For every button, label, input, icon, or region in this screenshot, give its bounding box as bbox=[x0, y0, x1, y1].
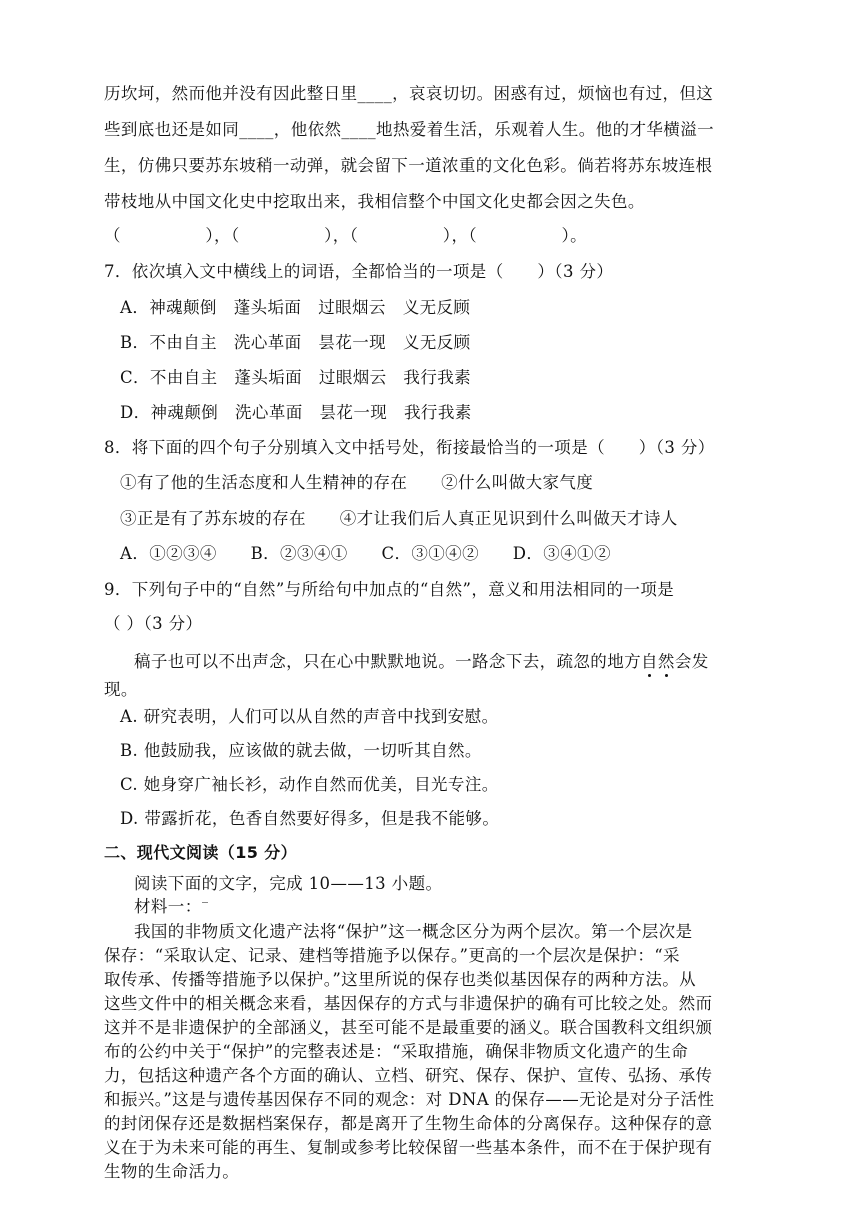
question-7-option-d: D．神魂颠倒 洗心革面 昙花一现 我行我素 bbox=[120, 403, 472, 422]
paragraph-line: 义在于为未来可能的再生、复制或参考比较保留一些基本条件，而不在于保护现有 bbox=[104, 1138, 713, 1157]
question-9-option-a: A. 研究表明，人们可以从自然的声音中找到安慰。 bbox=[120, 707, 499, 726]
material-label: 材料一： bbox=[134, 897, 202, 916]
question-7-option-a: A．神魂颠倒 蓬头垢面 过眼烟云 义无反顾 bbox=[120, 298, 471, 317]
section-2-heading: 二、现代文阅读（15 分） bbox=[104, 843, 298, 862]
paragraph-line: 取传承、传播等措施予以保护。”这里所说的保存也类似基因保存的两种方法。从 bbox=[104, 970, 697, 989]
passage-line: 历坎坷，然而他并没有因此整日里____，哀哀切切。困惑有过，烦恼也有过，但这 bbox=[104, 84, 714, 103]
section-2-instructions: 阅读下面的文字，完成 10——13 小题。 bbox=[134, 874, 443, 893]
question-9-stem: 9．下列句子中的“自然”与所给句中加点的“自然”，意义和用法相同的一项是 bbox=[104, 580, 675, 599]
paragraph-line: 的封闭保存还是数据档案保存，都是离开了生物生命体的分离保存。这种保存的意 bbox=[104, 1114, 713, 1133]
dotted-character: 然 bbox=[658, 648, 675, 672]
passage-line: 带枝地从中国文化史中挖取出来，我相信整个中国文化史都会因之失色。 bbox=[104, 192, 645, 211]
paragraph-line: 布的公约中关于“保护”的完整表述是：“采取措施，确保非物质文化遗产的生命 bbox=[104, 1042, 689, 1061]
paragraph-line: 力，包括这种遗产各个方面的确认、立档、研究、保存、保护、宣传、弘扬、承传 bbox=[104, 1066, 713, 1085]
paragraph-line: 生物的生命活力。 bbox=[104, 1162, 240, 1181]
question-9-option-d: D. 带露折花，色香自然要好得多，但是我不能够。 bbox=[120, 809, 500, 828]
question-9-option-c: C. 她身穿广袖长衫，动作自然而优美，目光专注。 bbox=[120, 775, 499, 794]
cursor-marker bbox=[202, 902, 208, 903]
paragraph-line: 这并不是非遗保护的全部涵义，甚至可能不是最重要的涵义。联合国教科文组织颁 bbox=[104, 1018, 713, 1037]
question-7-option-c: C．不由自主 蓬头垢面 过眼烟云 我行我素 bbox=[120, 368, 472, 387]
question-9-stem-score: （ ）（3 分） bbox=[104, 614, 203, 633]
paragraph-line: 保存：“采取认定、记录、建档等措施予以保存。”更高的一个层次是保护：“采 bbox=[104, 946, 680, 965]
given-text-after: 会发 bbox=[674, 652, 709, 671]
given-text-before: 稿子也可以不出声念，只在心中默默地说。一路念下去，疏忽的地方 bbox=[134, 652, 641, 671]
question-9-option-b: B. 他鼓励我，应该做的就去做，一切听其自然。 bbox=[120, 741, 482, 760]
paragraph-line: 和振兴。”这是与遗传基因保存不同的观念：对 DNA 的保存——无论是对分子活性 bbox=[104, 1090, 715, 1109]
question-7-stem: 7．依次填入文中横线上的词语，全都恰当的一项是（ ）（3 分） bbox=[104, 262, 614, 281]
question-9-given-sentence bbox=[134, 648, 709, 672]
dotted-character: 自 bbox=[641, 648, 658, 672]
question-9-given-sentence-end: 现。 bbox=[104, 680, 138, 699]
paragraph-line: 我国的非物质文化遗产法将“保护”这一概念区分为两个层次。第一个层次是 bbox=[134, 922, 693, 941]
passage-line: 些到底也还是如同____，他依然____地热爱着生活，乐观着人生。他的才华横溢一 bbox=[104, 120, 714, 139]
question-8-options: A．①②③④ B．②③④① C．③①④② D．③④①② bbox=[120, 544, 611, 563]
paragraph-line: 这些文件中的相关概念来看，基因保存的方式与非遗保护的确有可比较之处。然而 bbox=[104, 994, 713, 1013]
question-8-sentences-row1: ①有了他的生活态度和人生精神的存在 ②什么叫做大家气度 bbox=[120, 473, 594, 492]
question-8-sentences-row2: ③正是有了苏东坡的存在 ④才让我们后人真正见识到什么叫做天才诗人 bbox=[120, 509, 678, 528]
question-8-stem: 8．将下面的四个句子分别填入文中括号处，衔接最恰当的一项是（ ）（3 分） bbox=[104, 438, 715, 457]
question-7-option-b: B．不由自主 洗心革面 昙花一现 义无反顾 bbox=[120, 333, 471, 352]
passage-line: 生，仿佛只要苏东坡稍一动弹，就会留下一道浓重的文化色彩。倘若将苏东坡连根 bbox=[104, 156, 713, 175]
answer-brackets: （ ），（ ），（ ），（ ）。 bbox=[104, 226, 588, 245]
